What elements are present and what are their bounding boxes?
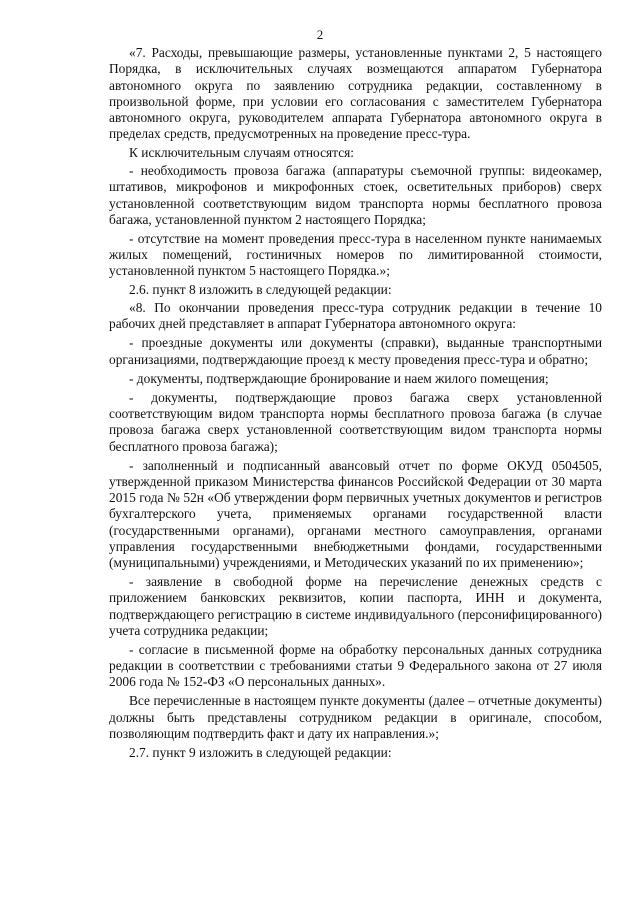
paragraph-transfer-application: - заявление в свободной форме на перечисление денежных средств с приложением банковских реквизитов, копии паспорта, ИНН и документа, подтверждающего регистрацию в системе индивидуального (персонифицированного) учета сотрудника редакции;: [109, 574, 602, 638]
paragraph-amendment-2-7: 2.7. пункт 9 изложить в следующей редакции:: [129, 745, 392, 761]
paragraph-exceptional-cases-intro: К исключительным случаям относятся:: [129, 145, 355, 161]
paragraph-reporting-documents: Все перечисленные в настоящем пункте документы (далее – отчетные документы) должны быть представлены сотрудником редакции в оригинале, способом, позволяющим подтвердить факт и дату их направления.»;: [109, 693, 602, 741]
paragraph-travel-documents: - проездные документы или документы (справки), выданные транспортными организациями, подтверждающие проезд к месту проведения пресс-тура и обратно;: [109, 335, 602, 367]
paragraph-no-housing: - отсутствие на момент проведения пресс-тура в населенном пункте нанимаемых жилых помещений, гостиничных номеров по лимитированной стоимости, установленной пунктом 5 настоящего Порядка.»;: [109, 230, 602, 279]
paragraph-baggage-documents: - документы, подтверждающие провоз багажа сверх установленной соответствующим видом транспорта нормы бесплатного провоза багажа (в случае провоза багажа сверх установленной соответствующим видом транспорта нормы бесплатного провоза багажа);: [109, 389, 602, 454]
paragraph-amendment-2-6: 2.6. пункт 8 изложить в следующей редакции:: [129, 282, 392, 298]
document-body: [109, 45, 602, 764]
paragraph-housing-documents: - документы, подтверждающие бронирование и наем жилого помещения;: [129, 370, 549, 386]
paragraph-baggage-necessity: - необходимость провоза багажа (аппаратуры съемочной группы: видеокамер, штативов, микрофонов и микрофонных стоек, осветительных приборов) сверх установленной соответствующим видом транспорта нормы бесплатного провоза багажа, установленной пунктом 2 настоящего Порядка;: [109, 163, 602, 227]
page-number: 2: [316, 27, 324, 42]
paragraph-personal-data-consent: - согласие в письменной форме на обработку персональных данных сотрудника редакции в соответствии с требованиями статьи 9 Федерального закона от 27 июля 2006 года № 152-ФЗ «О персональных данных».: [109, 641, 602, 690]
paragraph-advance-report: - заполненный и подписанный авансовый отчет по форме ОКУД 0504505, утвержденной приказом Министерства финансов Российской Федерации от 30 марта 2015 года № 52н «Об утверждении форм первичных учетных документов и регистров бухгалтерского учета, применяемых органами государственной власти (государственными органами), органами местного самоуправления, органами управления государственными внебюджетными фондами, государственными (муниципальными) учреждениями, и Методических указаний по их применению»;: [109, 457, 602, 571]
paragraph-item-8-intro: «8. По окончании проведения пресс-тура сотрудник редакции в течение 10 рабочих дней представляет в аппарат Губернатора автономного округа:: [109, 300, 602, 332]
paragraph-item-7-expenses: «7. Расходы, превышающие размеры, установленные пунктами 2, 5 настоящего Порядка, в исключительных случаях возмещаются аппаратом Губернатора автономного округа по заявлению сотрудника редакции, составленному в произвольной форме, при условии его согласования с заместителем Губернатора автономного округа, руководителем аппарата Губернатора автономного округа в пределах средств, предусмотренных на проведение пресс-тура.: [109, 45, 602, 142]
